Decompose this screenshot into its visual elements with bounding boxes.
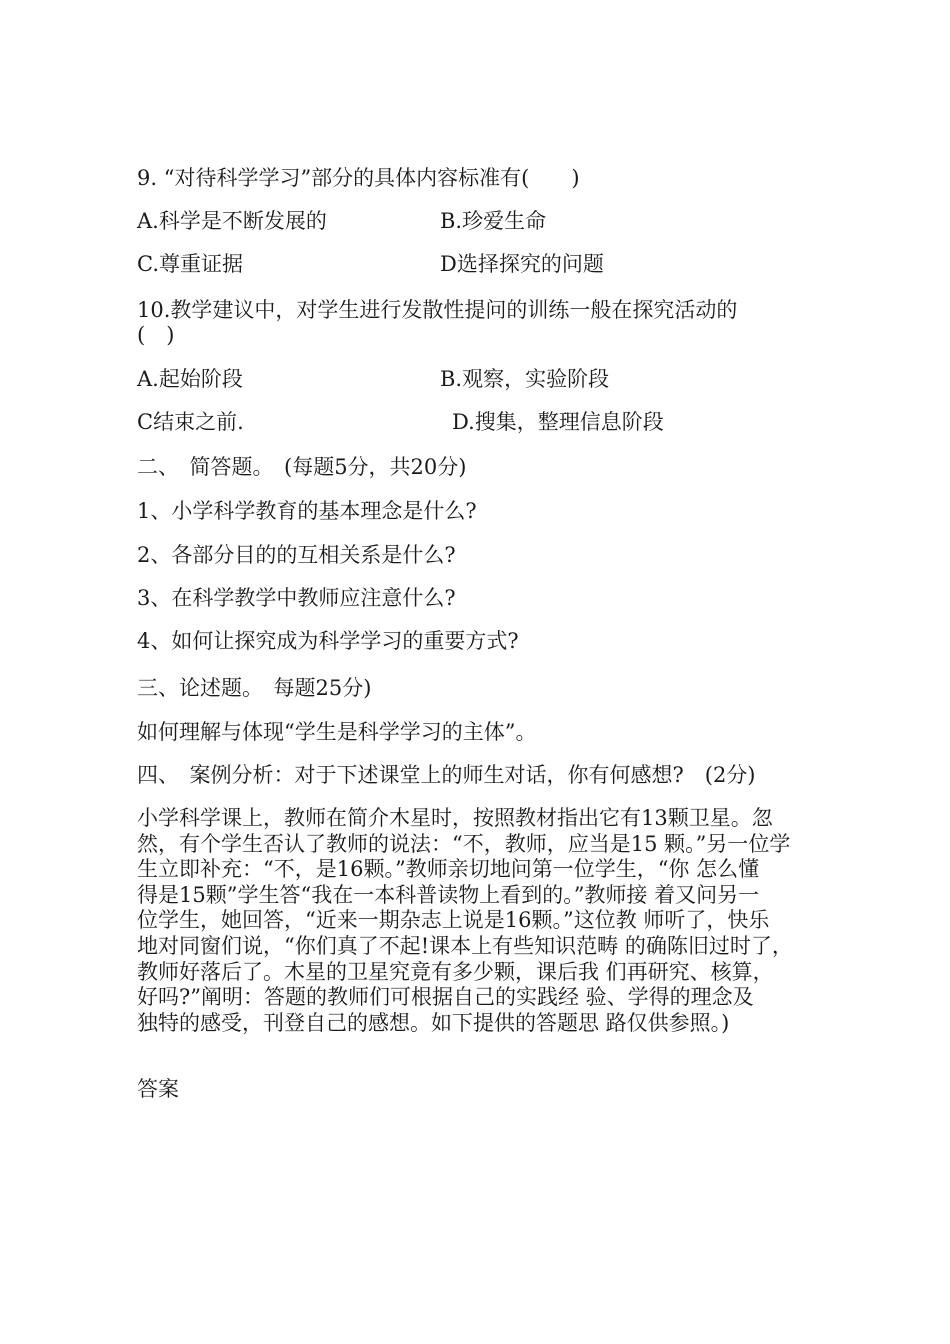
section-4-heading: 四、 案例分析：对于下述课堂上的师生对话，你有何感想? (2分)	[137, 763, 756, 787]
case-line: 好吗?”阐明：答题的教师们可根据自己的实践经 验、学得的理念及	[137, 985, 754, 1010]
question-10-stem-paren: ( )	[137, 323, 175, 347]
short-question-4: 4、如何让探究成为科学学习的重要方式?	[137, 629, 519, 653]
question-10-option-a: A.起始阶段	[137, 367, 243, 391]
question-9-option-b: B.珍爱生命	[440, 209, 547, 233]
case-line: 然，有个学生否认了教师的说法：“不，教师，应当是15 颗。”另一位学	[137, 831, 791, 856]
short-question-2: 2、各部分目的的互相关系是什么?	[137, 543, 456, 567]
case-line: 教师好落后了。木星的卫星究竟有多少颗，课后我 们再研究、核算，	[137, 959, 774, 984]
question-10-option-d: D.搜集，整理信息阶段	[452, 410, 664, 434]
case-line: 独特的感受，刊登自己的感想。如下提供的答题思 路仅供参照。)	[137, 1010, 730, 1035]
question-10-option-c: C结束之前.	[137, 410, 244, 434]
essay-question: 如何理解与体现“学生是科学学习的主体”。	[137, 720, 537, 744]
question-9-option-a: A.科学是不断发展的	[137, 209, 327, 233]
question-9-option-c: C.尊重证据	[137, 252, 243, 276]
case-line: 得是15颗”学生答“我在一本科普读物上看到的。”教师接 着又问另一	[137, 882, 760, 907]
section-2-heading: 二、 简答题。 (每题5分，共20分)	[137, 455, 467, 479]
case-line: 生立即补充：“不，是16颗。”教师亲切地问第一位学生，“你 怎么懂	[137, 857, 760, 882]
case-line: 小学科学课上，教师在简介木星时，按照教材指出它有13颗卫星。忽	[137, 806, 773, 830]
case-line: 地对同窗们说，“你们真了不起!课本上有些知识范畴 的确陈旧过时了，	[137, 933, 793, 958]
short-question-1: 1、小学科学教育的基本理念是什么?	[137, 499, 477, 523]
case-paragraph	[137, 806, 827, 1036]
question-9-stem: 9. “对待科学学习”部分的具体内容标准有( )	[137, 166, 580, 190]
short-question-3: 3、在科学教学中教师应注意什么?	[137, 586, 456, 610]
case-line: 位学生，她回答，“近来一期杂志上说是16颗。”这位教 师听了，快乐	[137, 908, 770, 933]
question-10-option-b: B.观察，实验阶段	[440, 367, 610, 391]
question-9-option-d: D选择探究的问题	[440, 252, 604, 276]
answer-label: 答案	[137, 1077, 179, 1101]
question-10-stem: 10.教学建议中，对学生进行发散性提问的训练一般在探究活动的	[137, 298, 738, 322]
section-3-heading: 三、论述题。 每题25分)	[137, 676, 372, 700]
